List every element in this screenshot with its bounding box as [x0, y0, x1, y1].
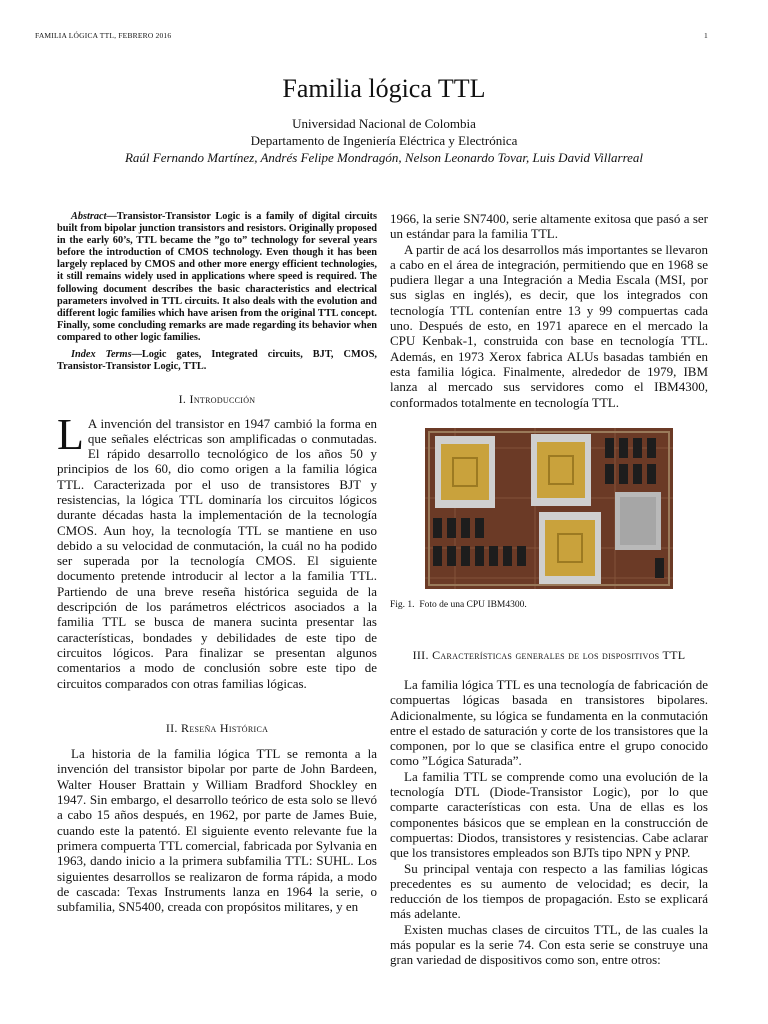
author-separator: , — [254, 150, 261, 165]
gold-module — [539, 512, 601, 584]
university: Universidad Nacional de Colombia — [292, 116, 476, 131]
abstract-text: —Transistor-Transistor Logic is a family of digital circuits built from bipolar junction transistors and resistors. Originally proposed in the early 60’s, TTL became the ”go to” technology for several years before the introduction of CMOS technology. Even though it has been largely replaced by CMOS and other more energy efficient technologies, it still remains widely used in applications where speed is required. The following document describes the basic characteristics and electrical parameters involved in TTL circuits. It also deals with the evolution and different logic families which have arisen from the original TTL concept. Finally, some concluding remarks are made regarding its behavior when compared to other logic families. — [57, 211, 377, 343]
characteristics-paragraph: La familia lógica TTL es una tecnología de fabricación de compuertas lógicas basada en transistores bipolares. Adicionalmente, su lógica se fundamenta en la conmutación entre el estado de saturación y corte de los transistores que la componen, por lo que se clasifica entre el grupo conocido como ”Lógica Saturada”. — [390, 677, 708, 769]
author: Luis David Villarreal — [532, 150, 644, 165]
section-title: Introducción — [189, 392, 256, 407]
section-title: Características generales de los dispositivos TTL — [432, 648, 686, 662]
running-head — [35, 31, 708, 40]
silver-module — [615, 492, 661, 550]
history-paragraph-continued: 1966, la serie SN7400, serie altamente exitosa que pasó a ser un estándar para la familia TTL. — [390, 211, 708, 242]
section-number: I. — [178, 392, 187, 407]
author: Nelson Leonardo Tovar — [404, 150, 527, 165]
department: Departamento de Ingeniería Eléctrica y Electrónica — [250, 133, 518, 148]
author-separator: , — [398, 150, 405, 165]
running-title: FAMILIA LÓGICA TTL, FEBRERO 2016 — [35, 31, 172, 40]
right-column-top — [390, 211, 708, 410]
characteristics-paragraph: La familia TTL se comprende como una evolución de la tecnología DTL (Diode-Transistor Logic), por lo que comparte características con esta. Una de ellas es los componentes básicos que se emplean en la construcción de compuertas: Diodos, transistores y resistencias. Cabe aclarar que los transistores empleados son BJTs tipo NPN y PNP. — [390, 768, 708, 861]
section-title: Reseña Histórica — [181, 720, 269, 735]
intro-paragraph — [57, 409, 377, 691]
page-number: 1 — [704, 31, 708, 40]
intro-text: A invención del transistor en 1947 cambió la forma en que señales eléctricas son amplificadas o conmutadas. El rápido desarrollo tecnológico de los años 50 y principios de los 60, dio como origen a la familia lógica TTL. Caracterizada por el uso de transistores BJT y resistencias, la lógica TTL dominaría los circuitos lógicos durante décadas hasta la implementación de la tecnología CMOS. Aun hoy, la tecnología TTL se mantiene en uso debido a su velocidad de conmutación, la cuál no ha podido ser superada por la tecnología CMOS. El siguiente documento pretende introducir al lector a la familia TTL. Partiendo de una breve reseña histórica seguida de la descripción de los parámetros eléctricos asociados a la familia TTL se busca de manera sucinta presentar las características, bondades y debilidades de este tipo de circuitos lógicos. Para finalizar se presentan algunos comentarios a modo de conclusión sobre este tipo de circuitos comparados con otras familias lógicas. — [57, 415, 377, 691]
author: Raúl Fernando Martínez — [124, 150, 255, 165]
index-terms-text: —Logic gates, Integrated circuits, BJT, CMOS, Transistor-Transistor Logic, TTL. — [57, 349, 377, 373]
characteristics-paragraph: Su principal ventaja con respecto a las familias lógicas precedentes es su aumento de velocidad; es decir, la reducción de los tiempos de propagación. Esto se explicará más adelante. — [390, 860, 708, 922]
author-list — [0, 150, 768, 166]
left-column — [57, 211, 377, 914]
cpu-photo — [425, 428, 673, 589]
section-heading-characteristics — [390, 648, 708, 663]
index-terms-label: Index Terms — [71, 349, 132, 361]
figure-caption-text: Foto de una CPU IBM4300. — [419, 600, 527, 610]
characteristics-paragraph: Existen muchas clases de circuitos TTL, de las cuales la más popular es la serie 74. Con esta serie se construye una gran variedad de dispositivos como son, entre otros: — [390, 921, 708, 968]
author: Andrés Felipe Mondragón — [260, 150, 399, 165]
history-paragraph: A partir de acá los desarrollos más importantes se llevaron a cabo en el área de integración, permitiendo que en 1968 se pudiera llegar a una Integración a Media Escala (MSI, por sus siglas en inglés), es decir, que los integrados con tecnología TTL contenían entre 13 y 99 compuertas cada uno. Después de esto, en 1971 aparece en el mercado la CPU Kenbak-1, construida con base en tecnología TTL. Además, en 1973 Xerox fabrica ALUs basadas también en esta familia lógica. Finalmente, alrededor de 1979, IBM lanza al mercado sus servidores como el IBM4300, conformados totalmente en tecnología TTL. — [390, 241, 708, 410]
section-heading-history — [57, 721, 377, 736]
paper-title: Familia lógica TTL — [282, 74, 486, 103]
abstract — [57, 211, 377, 344]
figure-caption — [390, 600, 527, 610]
section-number: III. — [412, 648, 429, 662]
drop-cap: L — [57, 409, 84, 459]
figure-label: Fig. 1. — [390, 600, 415, 610]
history-paragraph: La historia de la familia lógica TTL se remonta a la invención del transistor bipolar por parte de John Bardeen, Walter Houser Brattain y William Bradford Shockley en 1947. Sin embargo, el desarrollo teórico de esta solo se llevó a cabo 15 años después, en 1962, por parte de James Buie, cuando este la patentó. El siguiente evento relevante fue la primera compuerta TTL comercial, fabricada por Sylvania en 1963, dando inicio a la primera subfamilia TTL: SUHL. Los siguientes desarrollos se realizaron de forma rápida, a modo de cascada: Texas Instruments lanza en 1964 la serie, o subfamilia, SN5400, creada con propósitos militares, y en — [57, 746, 377, 915]
section-number: II. — [165, 720, 178, 735]
right-column-bottom — [390, 648, 708, 968]
author-separator: , — [526, 150, 533, 165]
abstract-label: Abstract — [71, 211, 107, 222]
section-heading-intro — [57, 392, 377, 407]
gold-module — [435, 436, 495, 508]
gold-module — [531, 434, 591, 506]
index-terms — [57, 349, 377, 373]
